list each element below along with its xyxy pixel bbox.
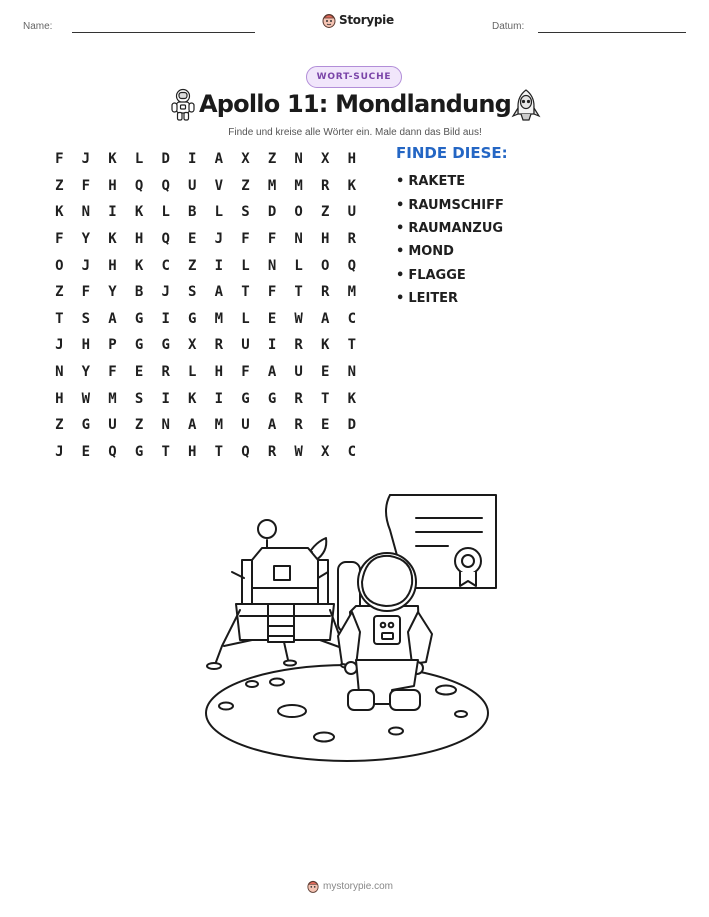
- word-list-item: [396, 217, 504, 240]
- grid-letter[interactable]: K: [134, 257, 144, 274]
- grid-letter[interactable]: O: [55, 257, 64, 274]
- grid-letter[interactable]: W: [294, 310, 303, 327]
- grid-letter[interactable]: A: [214, 151, 224, 168]
- grid-letter[interactable]: G: [81, 417, 91, 434]
- grid-letter[interactable]: G: [134, 337, 144, 354]
- word-bullet: •: [396, 220, 405, 236]
- grid-letter[interactable]: C: [347, 310, 357, 327]
- word-text: LEITER: [408, 291, 459, 307]
- footer: [307, 879, 393, 893]
- grid-letter[interactable]: T: [55, 310, 64, 327]
- grid-letter[interactable]: U: [241, 417, 250, 434]
- grid-letter[interactable]: I: [267, 337, 277, 354]
- grid-letter[interactable]: E: [188, 231, 197, 248]
- grid-letter[interactable]: H: [55, 390, 64, 407]
- grid-letter[interactable]: L: [188, 364, 197, 381]
- footer-url: mystorypie.com: [323, 880, 394, 892]
- grid-letter[interactable]: I: [108, 204, 117, 221]
- grid-letter[interactable]: E: [321, 417, 330, 434]
- grid-letter[interactable]: G: [267, 390, 277, 407]
- grid-letter[interactable]: I: [214, 390, 224, 407]
- grid-letter[interactable]: W: [81, 390, 91, 407]
- grid-letter[interactable]: D: [161, 151, 170, 168]
- grid-letter[interactable]: M: [267, 177, 277, 194]
- grid-letter[interactable]: H: [347, 151, 357, 168]
- grid-letter[interactable]: G: [241, 390, 250, 407]
- grid-letter[interactable]: G: [134, 310, 144, 327]
- grid-letter[interactable]: O: [321, 257, 330, 274]
- storypie-mascot-icon: [322, 12, 336, 28]
- grid-letter[interactable]: F: [55, 151, 64, 168]
- grid-letter[interactable]: M: [214, 310, 224, 327]
- grid-letter[interactable]: A: [321, 310, 330, 327]
- word-text: RAUMSCHIFF: [408, 197, 504, 213]
- grid-letter[interactable]: D: [347, 417, 357, 434]
- grid-letter[interactable]: Z: [55, 417, 64, 434]
- grid-letter[interactable]: L: [134, 151, 144, 168]
- grid-letter[interactable]: R: [321, 284, 330, 301]
- grid-letter[interactable]: V: [214, 177, 224, 194]
- grid-letter[interactable]: Y: [81, 231, 91, 248]
- grid-letter[interactable]: R: [294, 417, 303, 434]
- grid-letter[interactable]: S: [241, 204, 250, 221]
- grid-letter[interactable]: R: [161, 364, 170, 381]
- grid-letter[interactable]: C: [161, 257, 170, 274]
- brand-logo: [322, 12, 394, 28]
- grid-letter[interactable]: H: [108, 177, 117, 194]
- grid-row: [46, 199, 365, 226]
- grid-row: [46, 385, 365, 412]
- grid-row: [46, 412, 365, 439]
- grid-letter[interactable]: X: [241, 151, 250, 168]
- instructions: Finde und kreise alle Wörter ein. Male dann das Bild aus!: [228, 127, 482, 138]
- date-label: Datum:: [492, 21, 525, 32]
- word-text: RAKETE: [408, 174, 466, 190]
- grid-letter[interactable]: K: [108, 231, 117, 248]
- grid-letter[interactable]: U: [188, 177, 197, 194]
- moon-landing-coloring-illustration[interactable]: [196, 488, 506, 766]
- grid-letter[interactable]: Z: [55, 284, 64, 301]
- grid-letter[interactable]: S: [188, 284, 197, 301]
- brand-name: Storypie: [339, 13, 394, 27]
- grid-letter[interactable]: N: [81, 204, 91, 221]
- grid-letter[interactable]: M: [294, 177, 303, 194]
- grid-letter[interactable]: J: [81, 151, 91, 168]
- grid-letter[interactable]: E: [321, 364, 330, 381]
- grid-letter[interactable]: Z: [55, 177, 64, 194]
- grid-letter[interactable]: T: [161, 443, 170, 460]
- grid-row: [46, 439, 365, 466]
- grid-row: [46, 252, 365, 279]
- grid-letter[interactable]: J: [214, 231, 224, 248]
- grid-letter[interactable]: N: [55, 364, 64, 381]
- grid-letter[interactable]: N: [161, 417, 170, 434]
- grid-letter[interactable]: E: [134, 364, 144, 381]
- grid-letter[interactable]: H: [134, 231, 144, 248]
- grid-letter[interactable]: L: [241, 310, 250, 327]
- grid-letter[interactable]: Y: [108, 284, 117, 301]
- word-text: RAUMANZUG: [408, 220, 504, 236]
- word-list-item: [396, 193, 504, 216]
- grid-letter[interactable]: X: [321, 443, 330, 460]
- grid-letter[interactable]: A: [267, 364, 277, 381]
- grid-row: [46, 306, 365, 333]
- word-bullet: •: [396, 244, 405, 260]
- grid-letter[interactable]: Z: [321, 204, 330, 221]
- word-bullet: •: [396, 174, 405, 190]
- grid-letter[interactable]: K: [188, 390, 197, 407]
- grid-letter[interactable]: L: [241, 257, 250, 274]
- grid-letter[interactable]: I: [161, 310, 170, 327]
- grid-letter[interactable]: J: [55, 337, 64, 354]
- grid-letter[interactable]: F: [267, 231, 277, 248]
- word-bullet: •: [396, 197, 405, 213]
- grid-letter[interactable]: X: [188, 337, 197, 354]
- grid-letter[interactable]: R: [347, 231, 357, 248]
- grid-letter[interactable]: S: [134, 390, 144, 407]
- grid-letter[interactable]: L: [294, 257, 303, 274]
- grid-letter[interactable]: Z: [241, 177, 250, 194]
- grid-letter[interactable]: A: [267, 417, 277, 434]
- grid-letter[interactable]: Q: [161, 177, 170, 194]
- grid-letter[interactable]: I: [188, 151, 197, 168]
- grid-letter[interactable]: K: [347, 390, 357, 407]
- grid-letter[interactable]: G: [161, 337, 170, 354]
- grid-letter[interactable]: Z: [267, 151, 277, 168]
- grid-row: [46, 332, 365, 359]
- grid-letter[interactable]: K: [347, 177, 357, 194]
- word-list-item: [396, 170, 504, 193]
- grid-row: [46, 146, 365, 173]
- grid-letter[interactable]: J: [81, 257, 91, 274]
- grid-letter[interactable]: I: [214, 257, 224, 274]
- grid-letter[interactable]: B: [134, 284, 144, 301]
- grid-letter[interactable]: T: [347, 337, 357, 354]
- grid-letter[interactable]: R: [294, 390, 303, 407]
- grid-letter[interactable]: F: [267, 284, 277, 301]
- grid-letter[interactable]: F: [55, 231, 64, 248]
- grid-letter[interactable]: J: [55, 443, 64, 460]
- grid-letter[interactable]: K: [321, 337, 330, 354]
- grid-letter[interactable]: A: [214, 284, 224, 301]
- grid-letter[interactable]: Y: [81, 364, 91, 381]
- grid-letter[interactable]: O: [294, 204, 303, 221]
- grid-letter[interactable]: F: [81, 284, 91, 301]
- grid-letter[interactable]: T: [294, 284, 303, 301]
- grid-letter[interactable]: Q: [108, 443, 117, 460]
- grid-row: [46, 279, 365, 306]
- grid-letter[interactable]: R: [214, 337, 224, 354]
- word-list-item: [396, 287, 504, 310]
- grid-letter[interactable]: C: [347, 443, 357, 460]
- grid-letter[interactable]: N: [294, 231, 303, 248]
- grid-letter[interactable]: Z: [188, 257, 197, 274]
- grid-letter[interactable]: B: [188, 204, 197, 221]
- grid-letter[interactable]: G: [188, 310, 197, 327]
- word-bullet: •: [396, 267, 405, 283]
- grid-row: [46, 173, 365, 200]
- grid-letter[interactable]: H: [214, 364, 224, 381]
- grid-letter[interactable]: H: [188, 443, 197, 460]
- grid-letter[interactable]: T: [241, 284, 250, 301]
- word-bullet: •: [396, 291, 405, 307]
- grid-row: [46, 226, 365, 253]
- word-text: FLAGGE: [408, 267, 466, 283]
- letter-grid[interactable]: [46, 146, 365, 465]
- grid-letter[interactable]: M: [214, 417, 224, 434]
- grid-letter[interactable]: R: [267, 443, 277, 460]
- grid-letter[interactable]: H: [108, 257, 117, 274]
- grid-letter[interactable]: W: [294, 443, 303, 460]
- date-line[interactable]: [538, 32, 686, 33]
- grid-letter[interactable]: R: [321, 177, 330, 194]
- grid-letter[interactable]: H: [321, 231, 330, 248]
- grid-letter[interactable]: N: [347, 364, 357, 381]
- word-list-item: [396, 240, 504, 263]
- grid-letter[interactable]: A: [188, 417, 197, 434]
- grid-letter[interactable]: U: [241, 337, 250, 354]
- grid-letter[interactable]: P: [108, 337, 117, 354]
- grid-letter[interactable]: H: [81, 337, 91, 354]
- grid-letter[interactable]: Q: [134, 177, 144, 194]
- grid-letter[interactable]: Q: [347, 257, 357, 274]
- grid-letter[interactable]: G: [134, 443, 144, 460]
- name-label: Name:: [23, 21, 53, 32]
- grid-letter[interactable]: M: [347, 284, 357, 301]
- page-title: Apollo 11: Mondlandung: [199, 90, 511, 118]
- word-list-item: [396, 264, 504, 287]
- grid-letter[interactable]: Q: [161, 231, 170, 248]
- word-list-title: FINDE DIESE:: [396, 144, 508, 162]
- grid-letter[interactable]: Q: [241, 443, 250, 460]
- grid-letter[interactable]: X: [321, 151, 330, 168]
- grid-letter[interactable]: E: [267, 310, 277, 327]
- grid-letter[interactable]: F: [241, 231, 250, 248]
- word-search-badge: WORT-SUCHE: [306, 66, 402, 88]
- grid-letter[interactable]: U: [294, 364, 303, 381]
- grid-letter[interactable]: F: [81, 177, 91, 194]
- grid-letter[interactable]: A: [108, 310, 117, 327]
- name-line[interactable]: [72, 32, 255, 33]
- grid-letter[interactable]: K: [108, 151, 117, 168]
- grid-letter[interactable]: N: [267, 257, 277, 274]
- word-list: [396, 170, 504, 310]
- grid-letter[interactable]: T: [214, 443, 224, 460]
- grid-letter[interactable]: I: [161, 390, 170, 407]
- grid-letter[interactable]: K: [134, 204, 144, 221]
- grid-letter[interactable]: J: [161, 284, 170, 301]
- grid-letter[interactable]: K: [55, 204, 64, 221]
- storypie-mascot-icon: [307, 879, 319, 893]
- grid-letter[interactable]: D: [267, 204, 277, 221]
- grid-letter[interactable]: E: [81, 443, 91, 460]
- grid-letter[interactable]: F: [241, 364, 250, 381]
- grid-letter[interactable]: U: [108, 417, 117, 434]
- grid-row: [46, 359, 365, 386]
- grid-letter[interactable]: T: [321, 390, 330, 407]
- grid-letter[interactable]: R: [294, 337, 303, 354]
- grid-letter[interactable]: L: [161, 204, 170, 221]
- grid-letter[interactable]: U: [347, 204, 357, 221]
- grid-letter[interactable]: S: [81, 310, 91, 327]
- grid-letter[interactable]: F: [108, 364, 117, 381]
- word-text: MOND: [408, 244, 454, 260]
- grid-letter[interactable]: N: [294, 151, 303, 168]
- grid-letter[interactable]: Z: [134, 417, 144, 434]
- grid-letter[interactable]: M: [108, 390, 117, 407]
- grid-letter[interactable]: L: [214, 204, 224, 221]
